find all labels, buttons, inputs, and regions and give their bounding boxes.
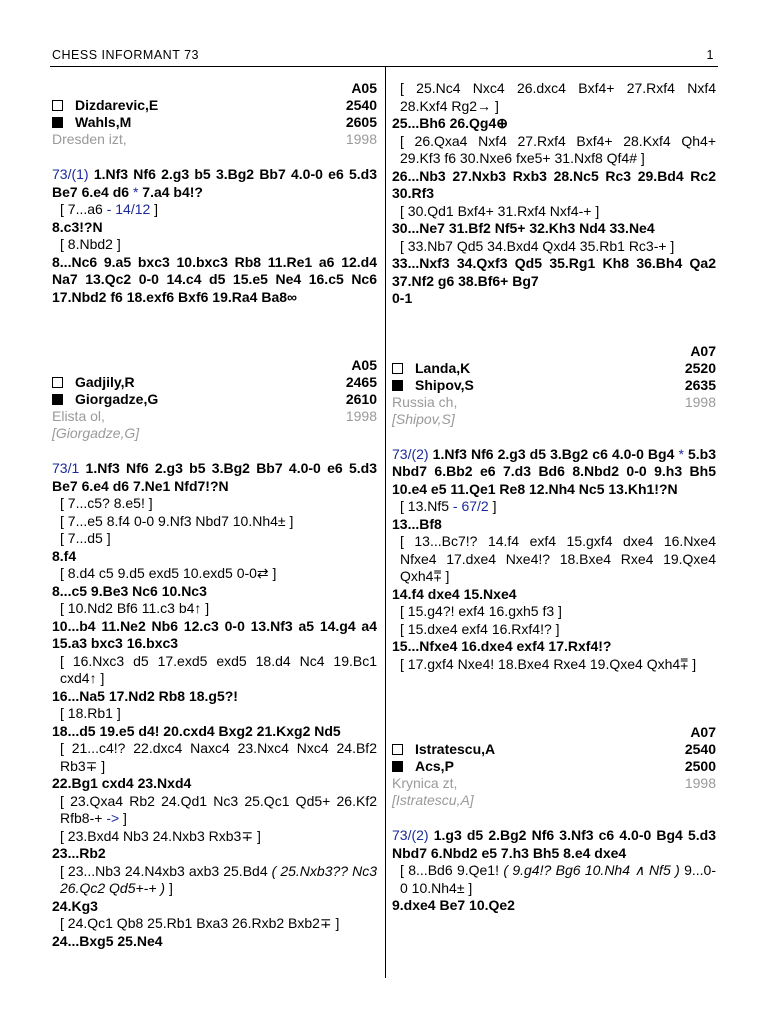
variation-line (52, 495, 377, 513)
move-text: 1.Nf3 Nf6 2.g3 b5 3.Bg2 Bb7 4.0-0 e6 5.d3 Be7 6.e4 d6 7.Ne1 Nfd7!?N (52, 460, 377, 494)
black-player-row (392, 758, 716, 775)
eco-code: A05 (351, 357, 377, 373)
variation-line (392, 238, 716, 256)
game-block (392, 724, 716, 915)
black-rating: 2605 (345, 114, 377, 130)
move-text: 73/1 (52, 460, 86, 476)
move-text: * (132, 183, 143, 200)
move-text: 1.Nf3 Nf6 2.g3 d5 3.Bg2 c6 4.0-0 Bg4 (432, 445, 679, 462)
page-header (52, 48, 718, 66)
move-text: 7.a4 b4!? (142, 183, 203, 200)
variation-line (392, 621, 716, 639)
header-divider (50, 66, 718, 67)
black-player: Acs,P (415, 758, 454, 774)
move-text: [ 7...c5? 8.e5! ] (60, 495, 153, 511)
move-text: ( 9.g4!? Bg6 10.Nh4 ∧ Nf5 ) (503, 862, 680, 878)
variation-line (392, 498, 716, 516)
white-player: Gadjily,R (75, 374, 135, 390)
move-text: [ 13...Bc7!? 14.f4 exf4 15.gxf4 dxe4 16.Nxe4 Nfxe4 17.dxe4 Nxe4!? 18.Bxe4 Rxe4 19.Qxe4 Qxh4⩱ ] (400, 533, 716, 584)
event-name: Russia ch, (392, 393, 458, 410)
move-text: [ 8.d4 c5 9.d5 exd5 10.exd5 0-0⇄ ] (60, 565, 277, 581)
move-text: ( 25.Nxb3?? Nc3 26.Qc2 Qd5+-+ ) (60, 862, 377, 896)
move-text: 15...Nfxe4 16.dxe4 exf4 17.Rxf4!? (392, 638, 612, 654)
move-text: [ 10.Nd2 Bf6 11.c3 b4↑ ] (60, 600, 210, 616)
move-text: [ 16.Nxc3 d5 17.exd5 exd5 18.d4 Nc4 19.Bc1 cxd4↑ ] (60, 652, 377, 686)
move-text: 0-1 (392, 290, 413, 306)
white-player-row (392, 741, 716, 758)
mainline-moves (52, 583, 377, 601)
black-square-icon (392, 761, 403, 772)
mainline-moves (392, 827, 716, 862)
event-year: 1998 (684, 775, 716, 791)
white-square-icon (52, 100, 63, 111)
mainline-moves (392, 586, 716, 604)
mainline-moves (392, 168, 716, 203)
annotator: [Istratescu,A] (392, 792, 474, 808)
move-text: - 14/12 (106, 201, 151, 217)
event-name: Dresden izt, (52, 131, 127, 147)
move-text: [ 15.dxe4 exf4 16.Rxf4!? ] (400, 620, 560, 637)
move-text: 18...d5 19.e5 d4! 20.cxd4 Bxg2 21.Kxg2 Nd5 (52, 722, 341, 739)
move-text: 22.Bg1 cxd4 23.Nxd4 (52, 775, 192, 791)
event-name: Krynica zt, (392, 775, 458, 791)
move-text: [ 25.Nc4 Nxc4 26.dxc4 Bxf4+ 27.Rxf4 Nxf4 28.Kxf4 Rg2→ ] (400, 80, 716, 114)
move-text: 8...Nc6 9.a5 bxc3 10.bxc3 Rb8 11.Re1 a6 12.d4 Na7 13.Qc2 0-0 14.c4 d5 15.e5 Ne4 16.c5 Nc6 17.Nbd2 f6 18.exf6 Bxf6 19.Ra4 Ba8∞ (52, 253, 377, 305)
mainline-moves (392, 255, 716, 290)
variation-line (52, 863, 377, 898)
mainline-moves (52, 688, 377, 706)
variation-line (392, 603, 716, 621)
variation-line (52, 513, 377, 531)
move-text: * (678, 445, 688, 462)
mainline-moves (52, 219, 377, 237)
annotator-row (392, 411, 716, 428)
variation-line (52, 915, 377, 933)
black-rating: 2635 (684, 376, 716, 393)
move-text: 8.f4 (52, 547, 77, 564)
variation-line (392, 80, 716, 115)
black-rating: 2500 (684, 758, 716, 774)
move-text: [ 21...c4!? 22.dxc4 Naxc4 23.Nxc4 Nxc4 24.Bf2 Rb3∓ ] (60, 740, 377, 774)
move-text: 30...Ne7 31.Bf2 Nf5+ 32.Kh3 Nd4 33.Ne4 (392, 220, 655, 236)
variation-line (392, 203, 716, 221)
move-text: 73/(2) (392, 827, 434, 843)
move-text: [ 23...Nb3 24.N4xb3 axb3 25.Bd4 (60, 862, 272, 879)
move-text: 8...c5 9.Be3 Nc6 10.Nc3 (52, 582, 207, 599)
move-text: [ 13.Nf5 (400, 498, 453, 514)
game-moves (392, 446, 716, 674)
move-text: 33...Nxf3 34.Qxf3 Qd5 35.Rg1 Kh8 36.Bh4 Qa2 37.Nf2 g6 38.Bf6+ Bg7 (392, 255, 716, 289)
game-block (52, 80, 377, 306)
event-year: 1998 (345, 408, 377, 424)
variation-line (392, 656, 716, 674)
game-block (392, 343, 716, 674)
mainline-moves (392, 290, 716, 308)
white-player: Istratescu,A (415, 741, 496, 757)
game-block (52, 357, 377, 950)
white-square-icon (392, 744, 403, 755)
mainline-moves (52, 548, 377, 566)
move-text: 10...b4 11.Ne2 Nb6 12.c3 0-0 13.Nf3 a5 14.g4 a4 15.a3 bxc3 16.bxc3 (52, 617, 377, 651)
mainline-moves (392, 115, 716, 133)
page-number: 1 (706, 48, 714, 62)
move-text: [ 8...Bd6 9.Qe1! (400, 862, 504, 878)
book-title: CHESS INFORMANT 73 (52, 48, 199, 62)
variation-line (52, 565, 377, 583)
move-text: [ 8.Nbd2 ] (60, 236, 121, 252)
black-player: Shipov,S (415, 376, 474, 393)
event-row (392, 394, 716, 411)
mainline-moves (392, 638, 716, 656)
left-column (52, 80, 377, 950)
mainline-moves (52, 898, 377, 916)
move-text: 24.Kg3 (52, 897, 98, 914)
black-square-icon (392, 380, 403, 391)
game-moves-continued (392, 80, 716, 308)
move-text: [ 26.Qxa4 Nxf4 27.Rxf4 Bxf4+ 28.Kxf4 Qh4+ 29.Kf3 f6 30.Nxe6 fxe5+ 31.Nxf8 Qf4# ] (400, 132, 716, 166)
white-square-icon (392, 363, 403, 374)
variation-line (52, 236, 377, 254)
move-text: [ 24.Qc1 Qb8 25.Rb1 Bxa3 26.Rxb2 Bxb2∓ ] (60, 915, 340, 931)
annotator-row (392, 792, 716, 809)
right-column (392, 80, 716, 915)
move-text: 13...Bf8 (392, 515, 442, 532)
event-year: 1998 (345, 131, 377, 147)
move-text: 73/(2) (392, 445, 433, 462)
move-text: [ 7...a6 (60, 201, 107, 217)
move-text: -> (106, 810, 120, 826)
event-row (52, 131, 377, 148)
white-player-row (392, 360, 716, 377)
white-rating: 2540 (345, 97, 377, 113)
variation-line (52, 201, 377, 219)
mainline-moves (52, 460, 377, 495)
variation-line (52, 653, 377, 688)
black-player-row (392, 377, 716, 394)
mainline-moves (392, 897, 716, 915)
variation-line (52, 740, 377, 775)
move-text: [ 23.Qxa4 Rb2 24.Qd1 Nc3 25.Qc1 Qd5+ 26.Kf2 Rfb8-+ (60, 792, 377, 826)
mainline-moves (52, 933, 377, 951)
variation-line (52, 705, 377, 723)
mainline-moves (392, 446, 716, 499)
move-text: [ 7...d5 ] (60, 530, 111, 546)
black-player: Wahls,M (75, 114, 132, 130)
variation-line (392, 133, 716, 168)
eco-code: A07 (690, 724, 716, 740)
move-text: [ 30.Qd1 Bxf4+ 31.Rxf4 Nxf4-+ ] (400, 202, 600, 219)
mainline-moves (52, 775, 377, 793)
move-text: [ 33.Nb7 Qd5 34.Bxd4 Qxd4 35.Rb1 Rc3-+ ] (400, 237, 675, 254)
mainline-moves (52, 618, 377, 653)
black-player-row (52, 391, 377, 408)
variation-line (52, 600, 377, 618)
move-text: 14.f4 dxe4 15.Nxe4 (392, 585, 517, 602)
variation-line (392, 533, 716, 586)
event-row (52, 408, 377, 425)
column-divider (385, 66, 386, 978)
black-player: Giorgadze,G (75, 391, 159, 407)
mainline-moves (392, 220, 716, 238)
white-player: Dizdarevic,E (75, 97, 159, 113)
annotator: [Shipov,S] (392, 410, 455, 427)
eco-code: A07 (690, 342, 716, 359)
move-text: 8.c3!?N (52, 218, 103, 235)
move-text: 1.g3 d5 2.Bg2 Nf6 3.Nf3 c6 4.0-0 Bg4 5.d3 Nbd7 6.Nbd2 e5 7.h3 Bh5 8.e4 dxe4 (392, 827, 716, 861)
move-text: [ 15.g4?! exf4 16.gxh5 f3 ] (400, 603, 562, 619)
move-text: ] (165, 880, 173, 896)
black-rating: 2610 (345, 391, 377, 407)
move-text: 9.dxe4 Be7 10.Qe2 (392, 897, 515, 913)
game-moves (392, 827, 716, 915)
eco-code: A05 (351, 80, 377, 96)
move-text: 24...Bxg5 25.Ne4 (52, 932, 163, 949)
move-text: 5.b3 Nbd7 6.Bb2 e6 7.d3 Bd6 8.Nbd2 0-0 9.h3 Bh5 10.e4 e5 11.Qe1 Re8 12.Nh4 Nc5 13.Kh1!?N (392, 445, 716, 497)
move-text: 25...Bh6 26.Qg4⊕ (392, 115, 508, 131)
mainline-moves (392, 516, 716, 534)
mainline-moves (52, 254, 377, 307)
move-text: 9...0-0 10.Nh4± ] (400, 862, 716, 896)
move-text: [ 17.gxf4 Nxe4! 18.Bxe4 Rxe4 19.Qxe4 Qxh4⩱ ] (400, 655, 697, 672)
move-text: 73/(1) (52, 166, 94, 182)
move-text: 1.Nf3 Nf6 2.g3 b5 3.Bg2 Bb7 4.0-0 e6 5.d3 Be7 6.e4 d6 (52, 166, 377, 200)
variation-line (52, 530, 377, 548)
white-rating: 2465 (345, 374, 377, 390)
event-row (392, 775, 716, 792)
variation-line (52, 793, 377, 828)
event-name: Elista ol, (52, 408, 105, 424)
event-year: 1998 (684, 393, 716, 410)
move-text: - 67/2 (452, 498, 489, 514)
white-player-row (52, 97, 377, 114)
move-text: ] (150, 201, 159, 217)
mainline-moves (52, 723, 377, 741)
white-player: Landa,K (415, 359, 471, 376)
white-rating: 2520 (684, 359, 716, 376)
move-text: [ 7...e5 8.f4 0-0 9.Nf3 Nbd7 10.Nh4± ] (60, 512, 294, 529)
black-player-row (52, 114, 377, 131)
move-text: ] (119, 810, 127, 826)
move-text: [ 23.Bxd4 Nb3 24.Nxb3 Rxb3∓ ] (60, 827, 261, 844)
move-text: ] (488, 498, 497, 514)
variation-line (392, 862, 716, 897)
annotator-row (52, 425, 377, 442)
move-text: 26...Nb3 27.Nxb3 Rxb3 28.Nc5 Rc3 29.Bd4 Rc2 30.Rf3 (392, 167, 716, 201)
mainline-moves (52, 166, 377, 201)
white-player-row (52, 374, 377, 391)
black-square-icon (52, 117, 63, 128)
variation-line (52, 828, 377, 846)
black-square-icon (52, 394, 63, 405)
move-text: 16...Na5 17.Nd2 Rb8 18.g5?! (52, 687, 238, 704)
move-text: 23...Rb2 (52, 845, 106, 861)
game-moves (52, 460, 377, 950)
move-text: [ 18.Rb1 ] (60, 705, 121, 721)
game-moves (52, 166, 377, 306)
white-square-icon (52, 377, 63, 388)
mainline-moves (52, 845, 377, 863)
white-rating: 2540 (684, 741, 716, 757)
annotator: [Giorgadze,G] (52, 425, 140, 441)
